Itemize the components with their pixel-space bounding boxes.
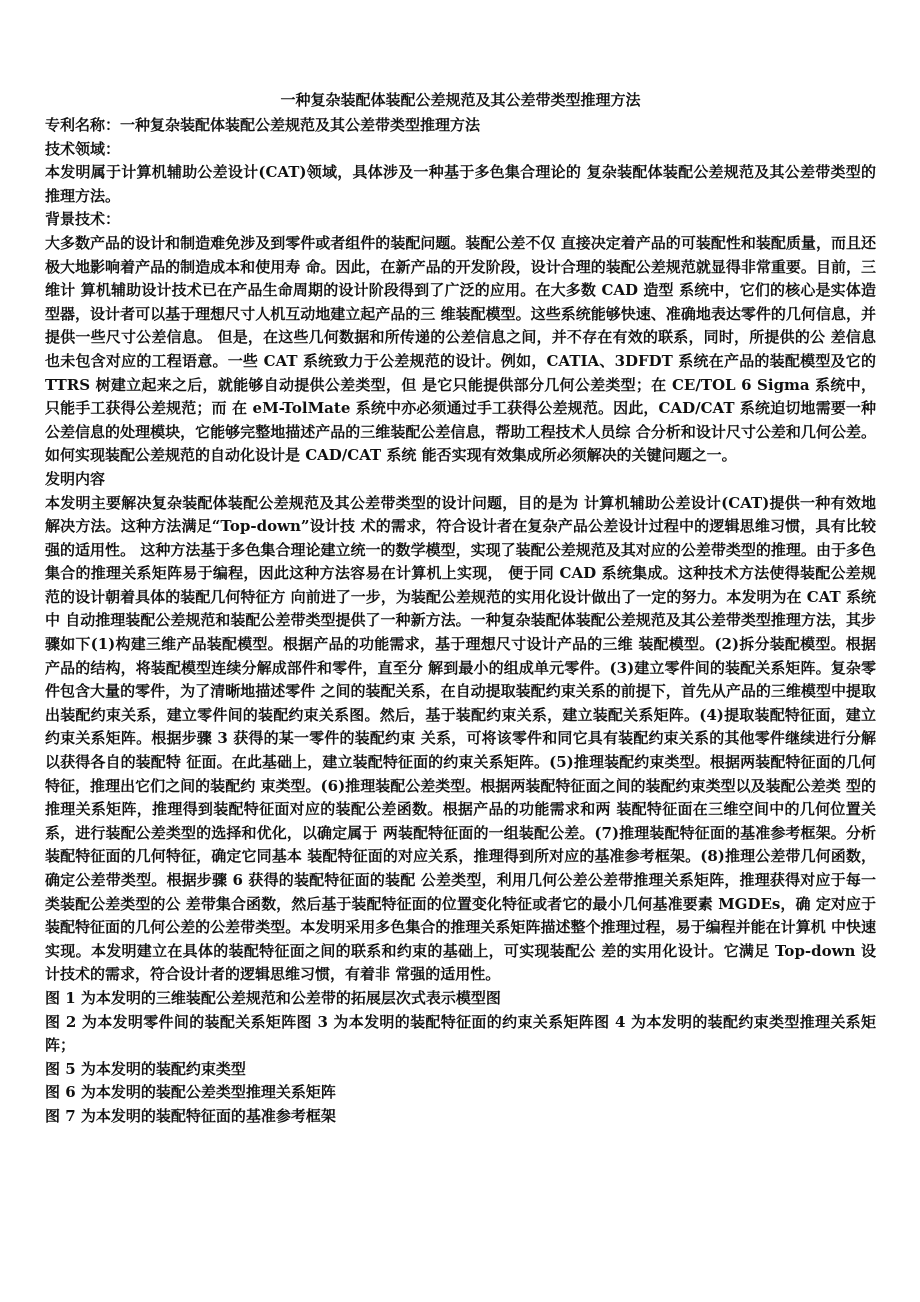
figure-caption-7: 图 7 为本发明的装配特征面的基准参考框架 bbox=[45, 1106, 336, 1125]
tech-field-heading: 技术领域： bbox=[45, 139, 121, 158]
patent-name: 专利名称：一种复杂装配体装配公差规范及其公差带类型推理方法 bbox=[45, 116, 481, 134]
tech-field-paragraph: 本发明属于计算机辅助公差设计(CAT)领域，具体涉及一种基于多色集合理论的 复杂装配体装配公差规范及其公差带类型的推理方法。 bbox=[45, 163, 876, 205]
document-title: 一种复杂装配体装配公差规范及其公差带类型推理方法 bbox=[280, 91, 641, 109]
figure-caption-5: 图 5 为本发明的装配约束类型 bbox=[45, 1059, 246, 1078]
figure-caption-6: 图 6 为本发明的装配公差类型推理关系矩阵 bbox=[45, 1083, 336, 1102]
content-paragraph: 本发明主要解决复杂装配体装配公差规范及其公差带类型的设计问题，目的是为 计算机辅助公差设计(CAT)提供一种有效地解决方法。这种方法满足“Top-down”设计技 术的需求，符合设计者在复杂产品公差设计过程中的逻辑思维习惯，具有比较强的适用性。 这种方法基于多色集合理论建立统一的数学模型，实现了装配公差规范及其对应的公差带类型的推理。由于多色集合的推理关系矩阵易于编程，因此这种方法容易在计算机上实现， 便于同 CAD 系统集成。这种技术方法使得装配公差规范的设计朝着具体的装配几何特征方 向前进了一步，为装配公差规范的实用化设计做出了一定的努力。本发明为在 CAT 系统中 自动推理装配公差规范和装配公差带类型提供了一种新方法。一种复杂装配体装配公差规范及其公差带类型推理方法，其步骤如下(1)构建三维产品装配模型。根据产品的功能需求，基于理想尺寸设计产品的三维 装配模型。(2)拆分装配模型。根据产品的结构，将装配模型连续分解成部件和零件，直至分 解到最小的组成单元零件。(3)建立零件间的装配关系矩阵。复杂零件包含大量的零件，为了清晰地描述零件 之间的装配关系，在自动提取装配约束关系的前提下，首先从产品的三维模型中提取出装配约束关系，建立零件间的装配约束关系图。然后，基于装配约束关系，建立装配关系矩阵。(4)提取装配特征面，建立约束关系矩阵。根据步骤 3 获得的某一零件的装配约束 关系，可将该零件和同它具有装配约束关系的其他零件继续进行分解以获得各自的装配特 征面。在此基础上，建立装配特征面的约束关系矩阵。(5)推理装配约束类型。根据两装配特征面的几何特征，推理出它们之间的装配约 束类型。(6)推理装配公差类型。根据两装配特征面之间的装配约束类型以及装配公差类 型的推理关系矩阵，推理得到装配特征面对应的装配公差函数。根据产品的功能需求和两 装配特征面在三维空间中的几何位置关系，进行装配公差类型的选择和优化，以确定属于 两装配特征面的一组装配公差。(7)推理装配特征面的基准参考框架。分析装配特征面的几何特征，确定它同基本 装配特征面的对应关系，推理得到所对应的基准参考框架。(8)推理公差带几何函数，确定公差带类型。根据步骤 6 获得的装配特征面的装配 公差类型，利用几何公差公差带推理关系矩阵，推理获得对应于每一类装配公差类型的公 差带集合函数，然后基于装配特征面的位置变化特征或者它的最小几何基准要素 MGDEs，确 定对应于装配特征面的几何公差的公差带类型。本发明采用多色集合的推理关系矩阵描述整个推理过程，易于编程并能在计算机 中快速实现。本发明建立在具体的装配特征面之间的联系和约束的基础上，可实现装配公 差的实用化设计。它满足 Top-down 设计技术的需求，符合设计者的逻辑思维习惯，有着非 常强的适用性。 bbox=[45, 493, 876, 984]
background-paragraph: 大多数产品的设计和制造难免涉及到零件或者组件的装配问题。装配公差不仅 直接决定着产品的可装配性和装配质量，而且还极大地影响着产品的制造成本和使用寿 命。因此，在新产品的开发阶段，设计合理的装配公差规范就显得非常重要。目前，三维计 算机辅助设计技术已在产品生命周期的设计阶段得到了广泛的应用。在大多数 CAD 造型 系统中，它们的核心是实体造型器，设计者可以基于理想尺寸人机互动地建立起产品的三 维装配模型。这些系统能够快速、准确地表达零件的几何信息，并提供一些尺寸公差信息。 但是，在这些几何数据和所传递的公差信息之间，并不存在有效的联系，同时，所提供的公 差信息也未包含对应的工程语意。一些 CAT 系统致力于公差规范的设计。例如，CATIA、3DFDT 系统在产品的装配模型及它的 TTRS 树建立起来之后，就能够自动提供公差类型，但 是它只能提供部分几何公差类型；在 CE/TOL 6 Sigma 系统中，只能手工获得公差规范；而 在 eM-TolMate 系统中亦必须通过手工获得公差规范。因此，CAD/CAT 系统迫切地需要一种 公差信息的处理模块，它能够完整地描述产品的三维装配公差信息，帮助工程技术人员综 合分析和设计尺寸公差和几何公差。如何实现装配公差规范的自动化设计是 CAD/CAT 系统 能否实现有效集成所必须解决的关键问题之一。 bbox=[45, 233, 876, 465]
figure-caption-2: 图 2 为本发明零件间的装配关系矩阵图 3 为本发明的装配特征面的约束关系矩阵图 4 为本发明的装配约束类型推理关系矩阵； bbox=[45, 1012, 876, 1055]
figure-caption-1: 图 1 为本发明的三维装配公差规范和公差带的拓展层次式表示模型图 bbox=[45, 988, 501, 1007]
content-heading: 发明内容 bbox=[45, 469, 106, 488]
background-heading: 背景技术： bbox=[45, 210, 121, 229]
